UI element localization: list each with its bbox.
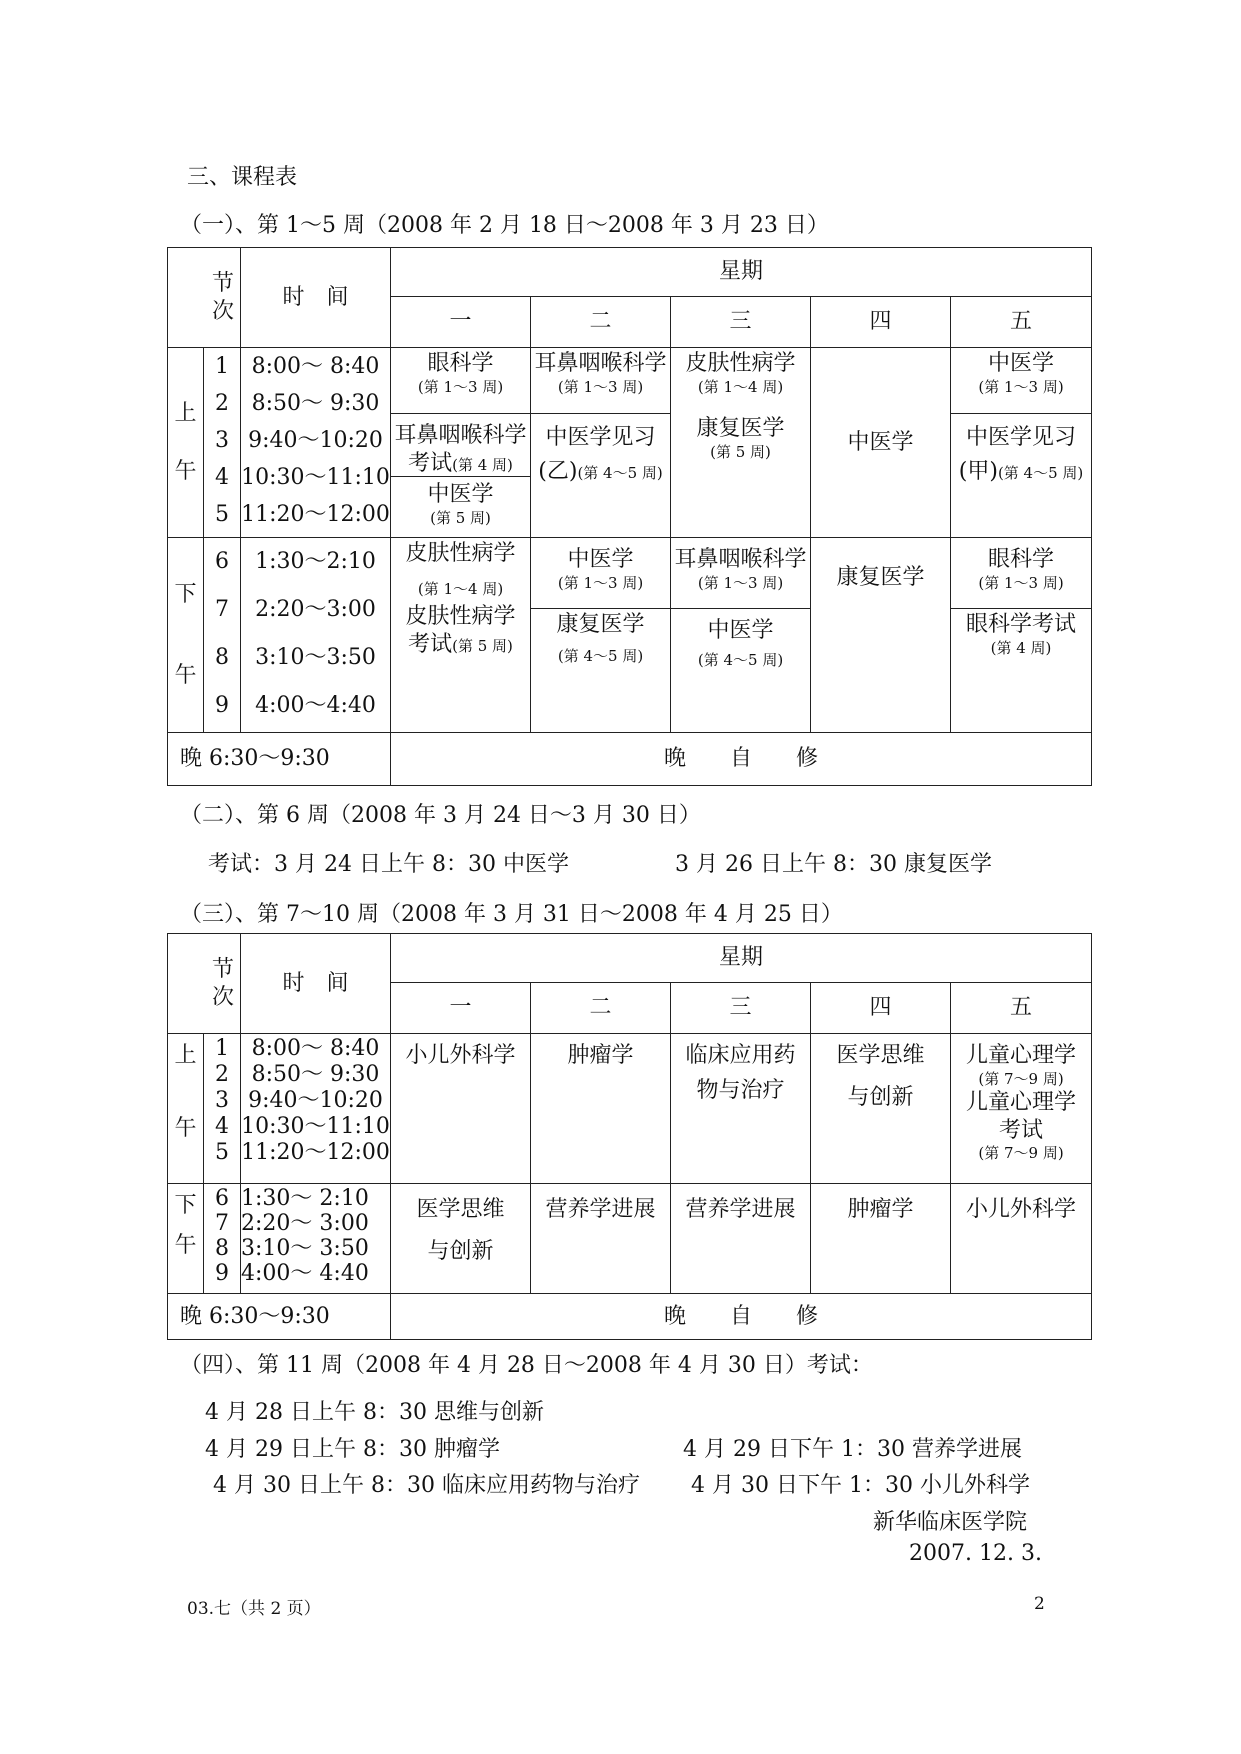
t2-afternoon-label: 下 午: [168, 1184, 204, 1294]
day-tue: 二: [531, 297, 671, 348]
day-fri: 五: [951, 297, 1092, 348]
t2-morning-tue: 肿瘤学: [531, 1034, 671, 1184]
t2-header-week: 星期: [391, 934, 1092, 983]
t2-afternoon-periods: 6 7 8 9: [204, 1184, 241, 1294]
t2-afternoon-thu: 肿瘤学: [811, 1184, 951, 1294]
part4-line3b: 4 月 30 日下午 1：30 小儿外科学: [691, 1473, 1030, 1498]
signature-org: 新华临床医学院: [873, 1510, 1028, 1535]
afternoon-label: 下 午: [168, 538, 204, 733]
part4-line3a: 4 月 30 日上午 8：30 临床应用药物与治疗: [213, 1473, 640, 1498]
day-wed: 三: [671, 297, 811, 348]
t2-morning-label: 上 午: [168, 1034, 204, 1184]
part4-line1: 4 月 28 日上午 8：30 思维与创新: [205, 1400, 544, 1425]
morning-wed: 皮肤性病学 (第 1～4 周) 康复医学 (第 5 周): [671, 348, 811, 538]
part4-line2a: 4 月 29 日上午 8：30 肿瘤学: [205, 1437, 500, 1462]
part4-heading: （四）、第 11 周（2008 年 4 月 28 日～2008 年 4 月 30 日）考试：: [180, 1353, 873, 1378]
t2-morning-fri: 儿童心理学 (第 7～9 周) 儿童心理学 考试 (第 7～9 周): [951, 1034, 1092, 1184]
morning-periods: 1 2 3 4 5: [204, 348, 241, 538]
afternoon-mon: 皮肤性病学 (第 1～4 周) 皮肤性病学 考试(第 5 周): [391, 538, 531, 733]
t2-day-tue: 二: [531, 983, 671, 1034]
t2-afternoon-tue: 营养学进展: [531, 1184, 671, 1294]
afternoon-thu: 康复医学: [811, 538, 951, 733]
part1-heading: （一）、第 1～5 周（2008 年 2 月 18 日～2008 年 3 月 23 日）: [180, 213, 829, 238]
t2-morning-mon: 小儿外科学: [391, 1034, 531, 1184]
afternoon-fri: 眼科学 (第 1～3 周) 眼科学考试 (第 4 周): [951, 538, 1092, 733]
t2-evening-time: 晚 6:30～9:30: [168, 1294, 391, 1340]
part2-exam-a: 考试：3 月 24 日上午 8：30 中医学: [208, 852, 569, 877]
t2-morning-times: 8:00～ 8:40 8:50～ 9:30 9:40～10:20 10:30～11:10 11:20～12:00: [241, 1034, 391, 1184]
afternoon-tue: 中医学 (第 1～3 周) 康复医学 (第 4～5 周): [531, 538, 671, 733]
evening-label: 晚 自 修: [391, 733, 1092, 786]
morning-mon: 眼科学 (第 1～3 周) 耳鼻咽喉科学 考试(第 4 周) 中医学 (第 5 周): [391, 348, 531, 538]
afternoon-wed: 耳鼻咽喉科学 (第 1～3 周) 中医学 (第 4～5 周): [671, 538, 811, 733]
t2-evening-label: 晚 自 修: [391, 1294, 1092, 1340]
t2-header-jieci: 节 次: [168, 934, 241, 1034]
t2-afternoon-mon: 医学思维 与创新: [391, 1184, 531, 1294]
day-thu: 四: [811, 297, 951, 348]
morning-times: 8:00～ 8:40 8:50～ 9:30 9:40～10:20 10:30～11:10 11:20～12:00: [241, 348, 391, 538]
day-mon: 一: [391, 297, 531, 348]
t2-day-wed: 三: [671, 983, 811, 1034]
t2-afternoon-wed: 营养学进展: [671, 1184, 811, 1294]
signature-date: 2007. 12. 3.: [909, 1541, 1042, 1566]
t2-day-fri: 五: [951, 983, 1092, 1034]
t2-morning-periods: 1 2 3 4 5: [204, 1034, 241, 1184]
header-week: 星期: [391, 248, 1092, 297]
schedule-table-weeks-7-10: [167, 933, 1092, 1340]
afternoon-times: 1:30～2:10 2:20～3:00 3:10～3:50 4:00～4:40: [241, 538, 391, 733]
evening-time: 晚 6:30～9:30: [168, 733, 391, 786]
page-number: 2: [1034, 1594, 1045, 1614]
morning-tue: 耳鼻咽喉科学 (第 1～3 周) 中医学见习 (乙)(第 4～5 周): [531, 348, 671, 538]
t2-morning-thu: 医学思维 与创新: [811, 1034, 951, 1184]
morning-fri: 中医学 (第 1～3 周) 中医学见习 (甲)(第 4～5 周): [951, 348, 1092, 538]
part2-exam-b: 3 月 26 日上午 8：30 康复医学: [675, 852, 992, 877]
part3-heading: （三）、第 7～10 周（2008 年 3 月 31 日～2008 年 4 月 25 日）: [180, 902, 843, 927]
header-jieci: 节 次: [168, 248, 241, 348]
part2-heading: （二）、第 6 周（2008 年 3 月 24 日～3 月 30 日）: [180, 803, 701, 828]
part4-line2b: 4 月 29 日下午 1：30 营养学进展: [683, 1437, 1022, 1462]
t2-afternoon-times: 1:30～ 2:10 2:20～ 3:00 3:10～ 3:50 4:00～ 4:40: [241, 1184, 391, 1294]
section-title: 三、课程表: [187, 165, 298, 190]
header-time: 时 间: [241, 248, 391, 348]
t2-day-thu: 四: [811, 983, 951, 1034]
morning-thu: 中医学: [811, 348, 951, 538]
footer-left: 03.七（共 2 页）: [187, 1599, 321, 1619]
afternoon-periods: 6 7 8 9: [204, 538, 241, 733]
t2-day-mon: 一: [391, 983, 531, 1034]
t2-header-time: 时 间: [241, 934, 391, 1034]
t2-morning-wed: 临床应用药 物与治疗: [671, 1034, 811, 1184]
schedule-table-weeks-1-5: [167, 247, 1092, 786]
t2-afternoon-fri: 小儿外科学: [951, 1184, 1092, 1294]
morning-label: 上 午: [168, 348, 204, 538]
